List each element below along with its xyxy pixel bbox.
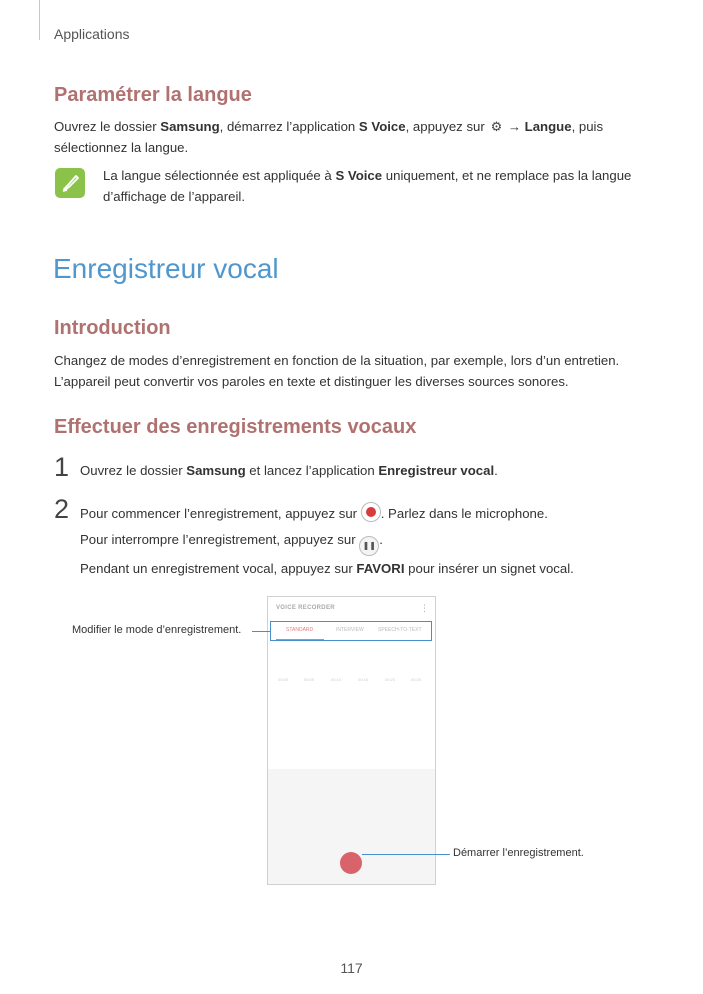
timeline-tick: 00:05 — [304, 677, 315, 682]
pause-button-icon: ❚❚ — [359, 536, 379, 556]
timeline-tick: 00:10 — [331, 677, 342, 682]
timeline-tick: 00:15 — [358, 677, 369, 682]
more-options-icon[interactable]: ⋮ — [420, 603, 429, 613]
callout-start-leader — [362, 854, 450, 855]
record-button[interactable] — [340, 852, 362, 874]
step-2-text: Pour commencer l’enregistrement, appuyez sur . Parlez dans le microphone. Pour interrompre l’enregistrement, appuyez sur ❚❚ . Pendant un enregistrement vocal, appuyez sur FAVORI pour insérer un signet vocal. — [80, 501, 670, 582]
timeline-tick: 00:25 — [411, 677, 422, 682]
callout-start: Démarrer l’enregistrement. — [453, 847, 584, 859]
step-1-text: Ouvrez le dossier Samsung et lancez l’application Enregistreur vocal. — [80, 463, 498, 478]
control-area — [268, 769, 435, 884]
timeline-tick: 00:00 — [278, 677, 289, 682]
tab-speech-to-text[interactable]: SPEECH-TO-TEXT — [378, 627, 422, 633]
gear-icon: ⚙ — [490, 119, 503, 134]
introduction-paragraph: Changez de modes d’enregistrement en fonction de la situation, par exemple, lors d’un entretien. L’appareil peut convertir vos paroles en texte et distinguer les diverses sources sonores. — [54, 353, 620, 389]
page-title: Enregistreur vocal — [53, 253, 279, 284]
record-button-icon — [361, 502, 381, 522]
timeline-tick: 00:20 — [385, 677, 396, 682]
note-icon — [55, 168, 85, 198]
step-number-1: 1 — [54, 452, 70, 482]
callout-mode-leader — [252, 631, 270, 632]
language-heading: Paramétrer la langue — [54, 84, 252, 106]
note-text: La langue sélectionnée est appliquée à S Voice uniquement, et ne remplace pas la langue d’affichage de l’appareil. — [103, 168, 632, 204]
language-paragraph: Ouvrez le dossier Samsung, démarrez l’application S Voice, appuyez sur ⚙ → Langue, puis sélectionnez la langue. — [54, 116, 654, 158]
timeline — [268, 659, 435, 769]
page-number: 117 — [340, 960, 363, 976]
tab-interview[interactable]: INTERVIEW — [336, 627, 364, 633]
mode-tabs-highlight — [270, 621, 432, 641]
app-title: VOICE RECORDER — [276, 605, 335, 611]
step-number-2: 2 — [54, 494, 70, 524]
recording-heading: Effectuer des enregistrements vocaux — [54, 416, 417, 438]
callout-mode: Modifier le mode d’enregistrement. — [72, 624, 242, 636]
header-rule — [39, 0, 40, 40]
introduction-heading: Introduction — [54, 317, 171, 339]
tab-standard[interactable]: STANDARD — [286, 627, 314, 633]
section-label: Applications — [54, 26, 130, 42]
arrow-icon: → — [504, 119, 525, 134]
